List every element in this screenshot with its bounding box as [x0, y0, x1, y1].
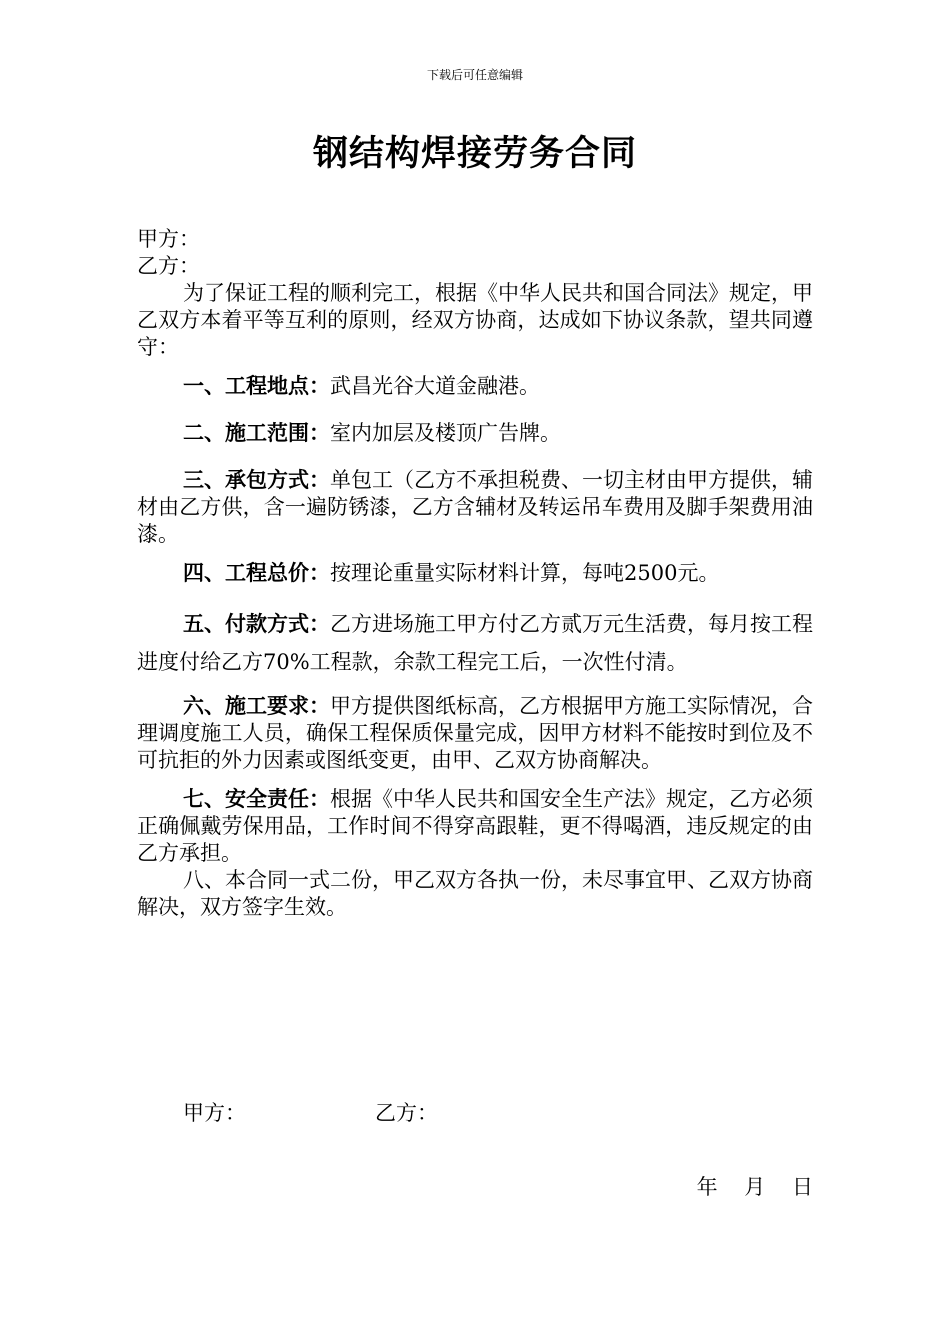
clause-contract-method-text: 单包工（乙方不承担税费、一切主材由甲方提供，辅材由乙方供，含一遍防锈漆，乙方含辅材及转运吊车费用及脚手架费用油漆。	[137, 468, 813, 546]
clause-location-label: 一、工程地点：	[183, 374, 330, 398]
clause-total-price-label: 四、工程总价：	[183, 561, 330, 585]
clause-total-price-text: 按理论重量实际材料计算，每吨2500元。	[330, 561, 720, 585]
clause-contract-method-label: 三、承包方式：	[183, 468, 330, 492]
signature-party-b: 乙方：	[375, 1101, 438, 1125]
clause-requirements	[137, 693, 813, 774]
document-title: 钢结构焊接劳务合同	[312, 134, 637, 174]
clause-total-price	[137, 560, 813, 587]
signature-party-a: 甲方：	[183, 1101, 246, 1125]
clause-requirements-text: 甲方提供图纸标高，乙方根据甲方施工实际情况，合理调度施工人员，确保工程保质保量完成，因甲方材料不能按时到位及不可抗拒的外力因素或图纸变更，由甲、乙双方协商解决。	[137, 694, 813, 772]
clause-scope	[137, 420, 813, 447]
clause-safety-label: 七、安全责任：	[183, 787, 330, 811]
clause-safety-text: 根据《中华人民共和国安全生产法》规定，乙方必须正确佩戴劳保用品，工作时间不得穿高跟鞋，更不得喝酒，违反规定的由乙方承担。	[137, 787, 813, 865]
clause-payment	[137, 605, 813, 681]
party-b-line: 乙方：	[137, 254, 200, 278]
signature-date: 年 月 日	[696, 1175, 813, 1199]
clause-location	[137, 373, 813, 400]
clause-requirements-label: 六、施工要求：	[183, 694, 330, 718]
clause-location-text: 武昌光谷大道金融港。	[330, 374, 540, 398]
clause-copies: 八、本合同一式二份，甲乙双方各执一份，未尽事宜甲、乙双方协商解决，双方签字生效。	[137, 868, 813, 919]
document-body	[137, 226, 813, 921]
clause-payment-label: 五、付款方式：	[183, 612, 330, 636]
clause-safety	[137, 786, 813, 867]
party-a-line: 甲方：	[137, 227, 200, 251]
intro-paragraph: 为了保证工程的顺利完工，根据《中华人民共和国合同法》规定，甲乙双方本着平等互利的原则，经双方协商，达成如下协议条款，望共同遵守：	[137, 281, 813, 359]
header-note: 下载后可任意编辑	[426, 68, 523, 82]
clause-scope-text: 室内加层及楼顶广告牌。	[330, 421, 561, 445]
clause-payment-text: 乙方进场施工甲方付乙方贰万元生活费，每月按工程进度付给乙方70%工程款，余款工程完工后，一次性付清。	[137, 612, 813, 674]
clause-scope-label: 二、施工范围：	[183, 421, 330, 445]
clause-contract-method	[137, 467, 813, 548]
